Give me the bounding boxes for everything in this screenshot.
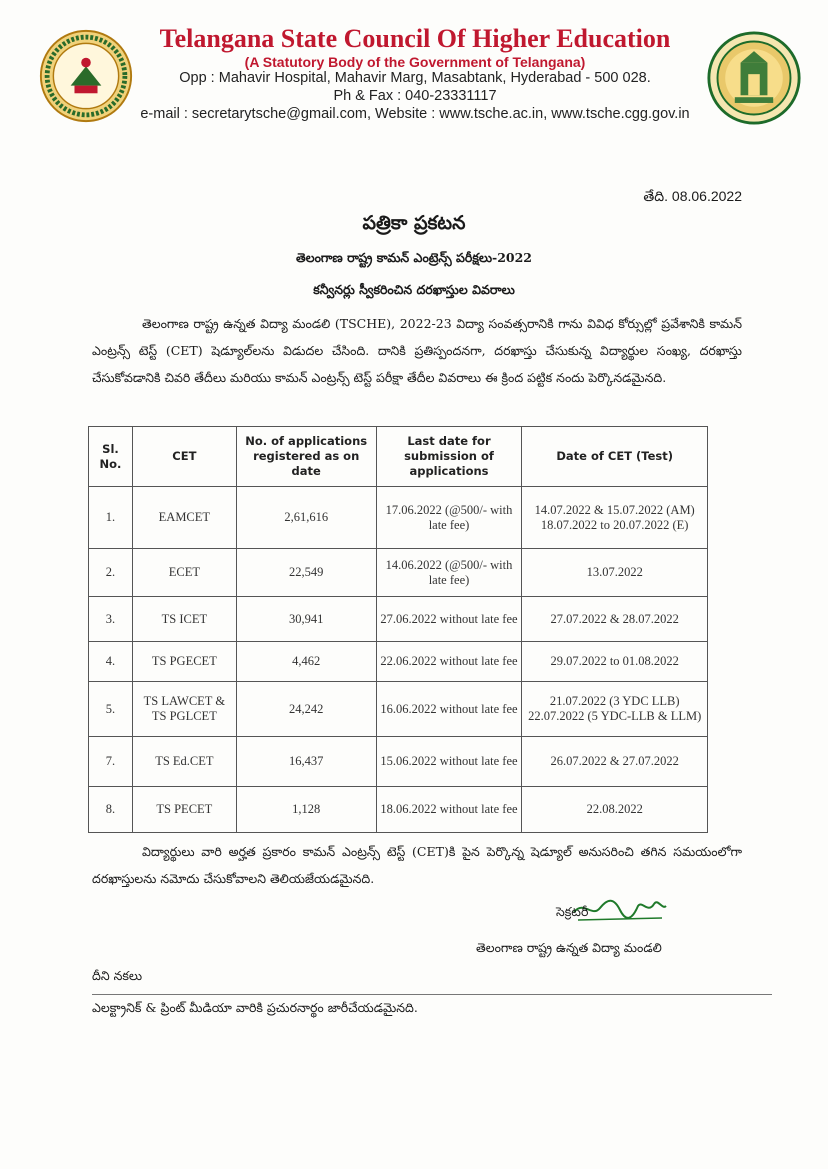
press-release-title: పత్రికా ప్రకటన: [362, 212, 466, 234]
signatory-title: సెక్రటరీ: [556, 904, 589, 919]
council-subtitle: (A Statutory Body of the Government of Telangana): [244, 54, 586, 70]
cell-applications: 16,437: [236, 737, 376, 787]
table-row: [89, 642, 708, 682]
cell-test-date: 27.07.2022 & 28.07.2022: [522, 597, 708, 642]
copy-divider: [92, 994, 772, 995]
cell-sl-no: 1.: [89, 487, 133, 549]
cell-last-date: 22.06.2022 without late fee: [376, 642, 522, 682]
header-applications: No. of applications registered as on date: [236, 427, 376, 487]
cell-test-date: 22.08.2022: [522, 787, 708, 833]
header-test-date: Date of CET (Test): [522, 427, 708, 487]
cet-applications-table: [88, 426, 708, 833]
cell-test-date: 14.07.2022 & 15.07.2022 (AM) 18.07.2022 to 20.07.2022 (E): [522, 487, 708, 549]
council-address: Opp : Mahavir Hospital, Mahavir Marg, Masabtank, Hyderabad - 500 028.: [179, 70, 651, 86]
table-row: [89, 487, 708, 549]
copy-to-heading: దీని నకలు: [92, 968, 143, 983]
cell-last-date: 15.06.2022 without late fee: [376, 737, 522, 787]
signatory-organization: తెలంగాణ రాష్ట్ర ఉన్నత విద్యా మండలి: [476, 940, 662, 955]
cell-applications: 2,61,616: [236, 487, 376, 549]
cell-sl-no: 4.: [89, 642, 133, 682]
cell-cet: EAMCET: [132, 487, 236, 549]
table-row: [89, 682, 708, 737]
cell-cet: TS ICET: [132, 597, 236, 642]
cell-applications: 1,128: [236, 787, 376, 833]
cell-applications: 22,549: [236, 549, 376, 597]
press-subtitle-1: తెలంగాణ రాష్ట్ర కామన్ ఎంట్రెన్స్ పరీక్షలు-2022: [295, 250, 533, 265]
cell-test-date: 21.07.2022 (3 YDC LLB) 22.07.2022 (5 YDC-LLB & LLM): [522, 682, 708, 737]
intro-paragraph: తెలంగాణ రాష్ట్ర ఉన్నత విద్యా మండలి (TSCHE), 2022-23 విద్యా సంవత్సరానికి గాను వివిధ కోర్సుల్లో ప్రవేశానికి కామన్ ఎంట్రన్స్ టెస్ట్ (CET) షెడ్యూల్‌లను విడుదల చేసింది. దానికి ప్రతిస్పందనగా, దరఖాస్తు చేసుకున్న విద్యార్థుల సంఖ్య, దరఖాస్తు చేసుకోవడానికి చివరి తేదీలు మరియు కామన్ ఎంట్రన్స్ టెస్ట్ పరీక్షా తేదీల వివరాలు ఈ క్రింద పట్టిక నందు పెర్కొనడమైనది.: [92, 316, 742, 385]
header-sl-no: Sl. No.: [89, 427, 133, 487]
cell-sl-no: 2.: [89, 549, 133, 597]
header-cet: CET: [132, 427, 236, 487]
council-phone: Ph & Fax : 040-23331117: [333, 88, 497, 104]
cell-sl-no: 8.: [89, 787, 133, 833]
closing-paragraph: విద్యార్థులు వారి అర్హత ప్రకారం కామన్ ఎంట్రన్స్ టెస్ట్ (CET)కి పైన పెర్కొన్న షెడ్యూల్ అనుసరించి తగిన సమయంలోగా దరఖాస్తులను నమోదు చేసుకోవాలని తెలియజేయడమైనది.: [92, 844, 742, 886]
cell-last-date: 14.06.2022 (@500/- with late fee): [376, 549, 522, 597]
cell-cet: TS PECET: [132, 787, 236, 833]
cell-sl-no: 5.: [89, 682, 133, 737]
cell-cet: TS LAWCET & TS PGLCET: [132, 682, 236, 737]
cell-test-date: 13.07.2022: [522, 549, 708, 597]
cell-test-date: 26.07.2022 & 27.07.2022: [522, 737, 708, 787]
cell-sl-no: 3.: [89, 597, 133, 642]
cell-applications: 30,941: [236, 597, 376, 642]
table-row: [89, 787, 708, 833]
document-date: తేది. 08.06.2022: [643, 188, 742, 204]
cell-last-date: 16.06.2022 without late fee: [376, 682, 522, 737]
cell-cet: ECET: [132, 549, 236, 597]
header-last-date: Last date for submission of applications: [376, 427, 522, 487]
cell-applications: 24,242: [236, 682, 376, 737]
press-subtitle-2: కన్వీనర్లు స్వీకరించిన దరఖాస్తుల వివరాలు: [313, 282, 515, 297]
cell-last-date: 17.06.2022 (@500/- with late fee): [376, 487, 522, 549]
cell-cet: TS PGECET: [132, 642, 236, 682]
cell-cet: TS Ed.CET: [132, 737, 236, 787]
cell-last-date: 18.06.2022 without late fee: [376, 787, 522, 833]
cell-sl-no: 7.: [89, 737, 133, 787]
table-header-row: [89, 427, 708, 487]
copy-to-text: ఎలక్ట్రానిక్ & ప్రింట్ మీడియా వారికి ప్రచురనార్థం జారీచేయడమైనది.: [92, 1000, 418, 1015]
council-title: Telangana State Council Of Higher Education: [159, 24, 671, 53]
council-contact: e-mail : secretarytsche@gmail.com, Website : www.tsche.ac.in, www.tsche.cgg.gov.in: [140, 106, 690, 122]
table-row: [89, 549, 708, 597]
cell-test-date: 29.07.2022 to 01.08.2022: [522, 642, 708, 682]
table-row: [89, 597, 708, 642]
cell-last-date: 27.06.2022 without late fee: [376, 597, 522, 642]
cell-applications: 4,462: [236, 642, 376, 682]
table-row: [89, 737, 708, 787]
